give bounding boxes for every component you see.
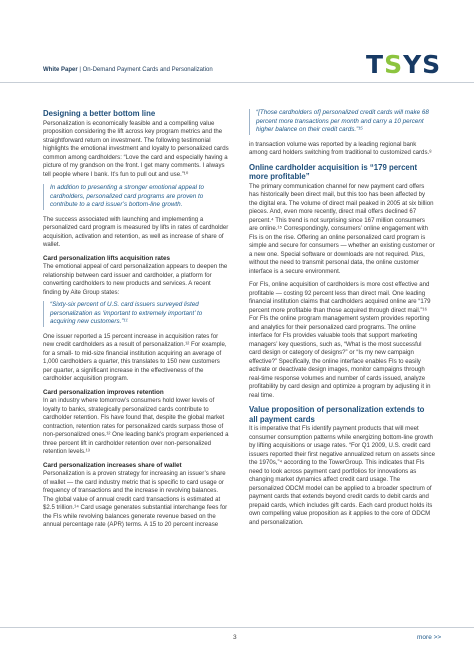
more-link[interactable]: more >> (417, 634, 442, 641)
paragraph: The success associated with launching and implementing a personalized card program is measured by lifts in rates of cardholder acquisition, activation and retention, as well as increase of share of wallet. (43, 215, 229, 248)
paragraph: The emotional appeal of card personalization appears to deepen the relationship between card issuer and cardholder, a platform for converting cardholders to new products and services. A recent finding by Aite Group states: (43, 263, 228, 296)
paragraph: One issuer reported a 15 percent increase in acquisition rates for new credit cardholders as a result of personalization.¹² For example, for a small- to mid-size financial institution acquiring an average of 1,000 cardholders a quarter, this translates to 150 new customers per quarter, a significant increase in the effectiveness of the cardholder acquisition program. (43, 332, 227, 382)
paragraph: It is imperative that FIs identify payment products that will meet consumer consumption patterns while energizing bottom-line growth by lifting acquisitions or usage rates. “For Q1 2009, U.S. credit card issuers reported their first negative annualized return on assets since the 1970s,”⁴ according to the TowerGroup. This indicates that FIs need to look across payment card portfolios for innovations as changing market dynamics affect credit card usage. The personalized ODCM model can be applied to a broader spectrum of payment cards that extends beyond credit cards to debit cards and prepaid cards, which includes gift cards. Each card product holds its own compelling value proposition as it applies to the core of ODCM and personalization. (249, 425, 435, 526)
doc-type: White Paper (43, 67, 78, 73)
paragraph: The primary communication channel for new payment card offers has historically been direct mail, but this too has been affected by the digital era. The volume of direct mail peaked in 2005 at six billion pieces. And, even more recently, direct mail offers declined 67 percent.⁴ This trend is not surprising since 167 million consumers are online.¹⁵ Correspondingly, consumers’ online engagement with FIs is on the rise. Offering an online personalized card program is simple and secure for consumers — whether an existing customer or a new one. Special software or downloads are not required. Plus, without the need to transmit personal data, the online customer interface is a secure environment. (249, 182, 435, 275)
subheading: Card personalization improves retention (43, 388, 164, 396)
section-heading: Online cardholder acquisition is “179 percent more profitable” (249, 162, 418, 181)
paragraph: Personalization is economically feasible and a compelling value proposition considering the lift across key program metrics and the straightforward return on investment. The following testimonial highlights the emotional investment and loyalty to personalized cards common among cardholders: “Love the card and especially having a picture of my grandson on the front. I get many comments. I always tell people where I bank. It’s fun to pull out and use.”¹⁰ (43, 119, 229, 178)
section-heading: Value proposition of personalization extends to all payment cards (249, 405, 425, 424)
tsys-logo: TSYS (366, 50, 442, 79)
paragraph: For FIs, online acquisition of cardholders is more cost effective and profitable — costing 92 percent less than direct mail. One leading financial institution claims that cardholders acquired online are “179 percent more profitable than those acquired through direct mail.”¹⁶ For FIs the online program management system provides reporting and analytics for their personalized card programs. The online interface for FIs provides valuable tools that support marketing managers’ key questions, such as, “What is the most successful card design or category of designs?” or “Is my new campaign effective?” Specifically, the online interface enables FIs to easily activate or deactivate design images, monitor campaigns through real-time response volumes and number of cards issued, analyze profitability by card design and optimize a program by adjusting it in real time. (249, 281, 431, 399)
paragraph: In an industry where tomorrow’s consumers hold lower levels of loyalty to banks, strategically personalized cards contribute to cardholder retention. FIs have found that, despite the global market contraction, retention rates for personalized cards surpass those of non-personalized ones.¹² One leading bank’s program experienced a three percent lift in cardholder retention over non-personalized retention levels.¹³ (43, 397, 229, 455)
header-rule (0, 82, 474, 83)
subheading: Card personalization increases share of wallet (43, 461, 182, 469)
pull-quote: In addition to presenting a stronger emotional appeal to cardholders, personalized card programs are proven to contribute to a card issuer’s bottom-line growth. (43, 184, 229, 210)
left-column (43, 109, 229, 535)
paragraph: in transaction volume was reported by a leading regional bank among card holders switching from traditional to customized cards.⁸ (249, 140, 432, 156)
page-number: 3 (233, 634, 237, 641)
paragraph: Personalization is a proven strategy for increasing an issuer’s share of wallet — the card industry metric that is specific to card usage or frequency of transactions and the increase in revolving balances. The global value of annual credit card transactions is estimated at $2.5 trillion.¹⁴ Card usage generates substantial interchange fees for the FIs while revolving balances generate revenue based on the annual percentage rate (APR) terms. A 15 to 20 percent increase (43, 470, 228, 528)
section-heading: Designing a better bottom line (43, 109, 156, 118)
subheading: Card personalization lifts acquisition rates (43, 254, 171, 262)
doc-title: On-Demand Payment Cards and Personalization (82, 67, 213, 73)
logo-accent-letter: S (384, 50, 404, 79)
footer-rule (0, 627, 474, 628)
pull-quote: “Sixty-six percent of U.S. card issuers surveyed listed personalization as ‘important to extremely important’ to acquiring new customers.”¹¹ (43, 301, 229, 327)
pull-quote: “[Those cardholders of] personalized credit cards will make 68 percent more transactions per month and carry a 10 percent higher balance on their credit cards.”¹⁵ (249, 109, 435, 135)
right-column (249, 109, 435, 532)
running-header: White Paper | On-Demand Payment Cards and Personalization (43, 67, 213, 73)
